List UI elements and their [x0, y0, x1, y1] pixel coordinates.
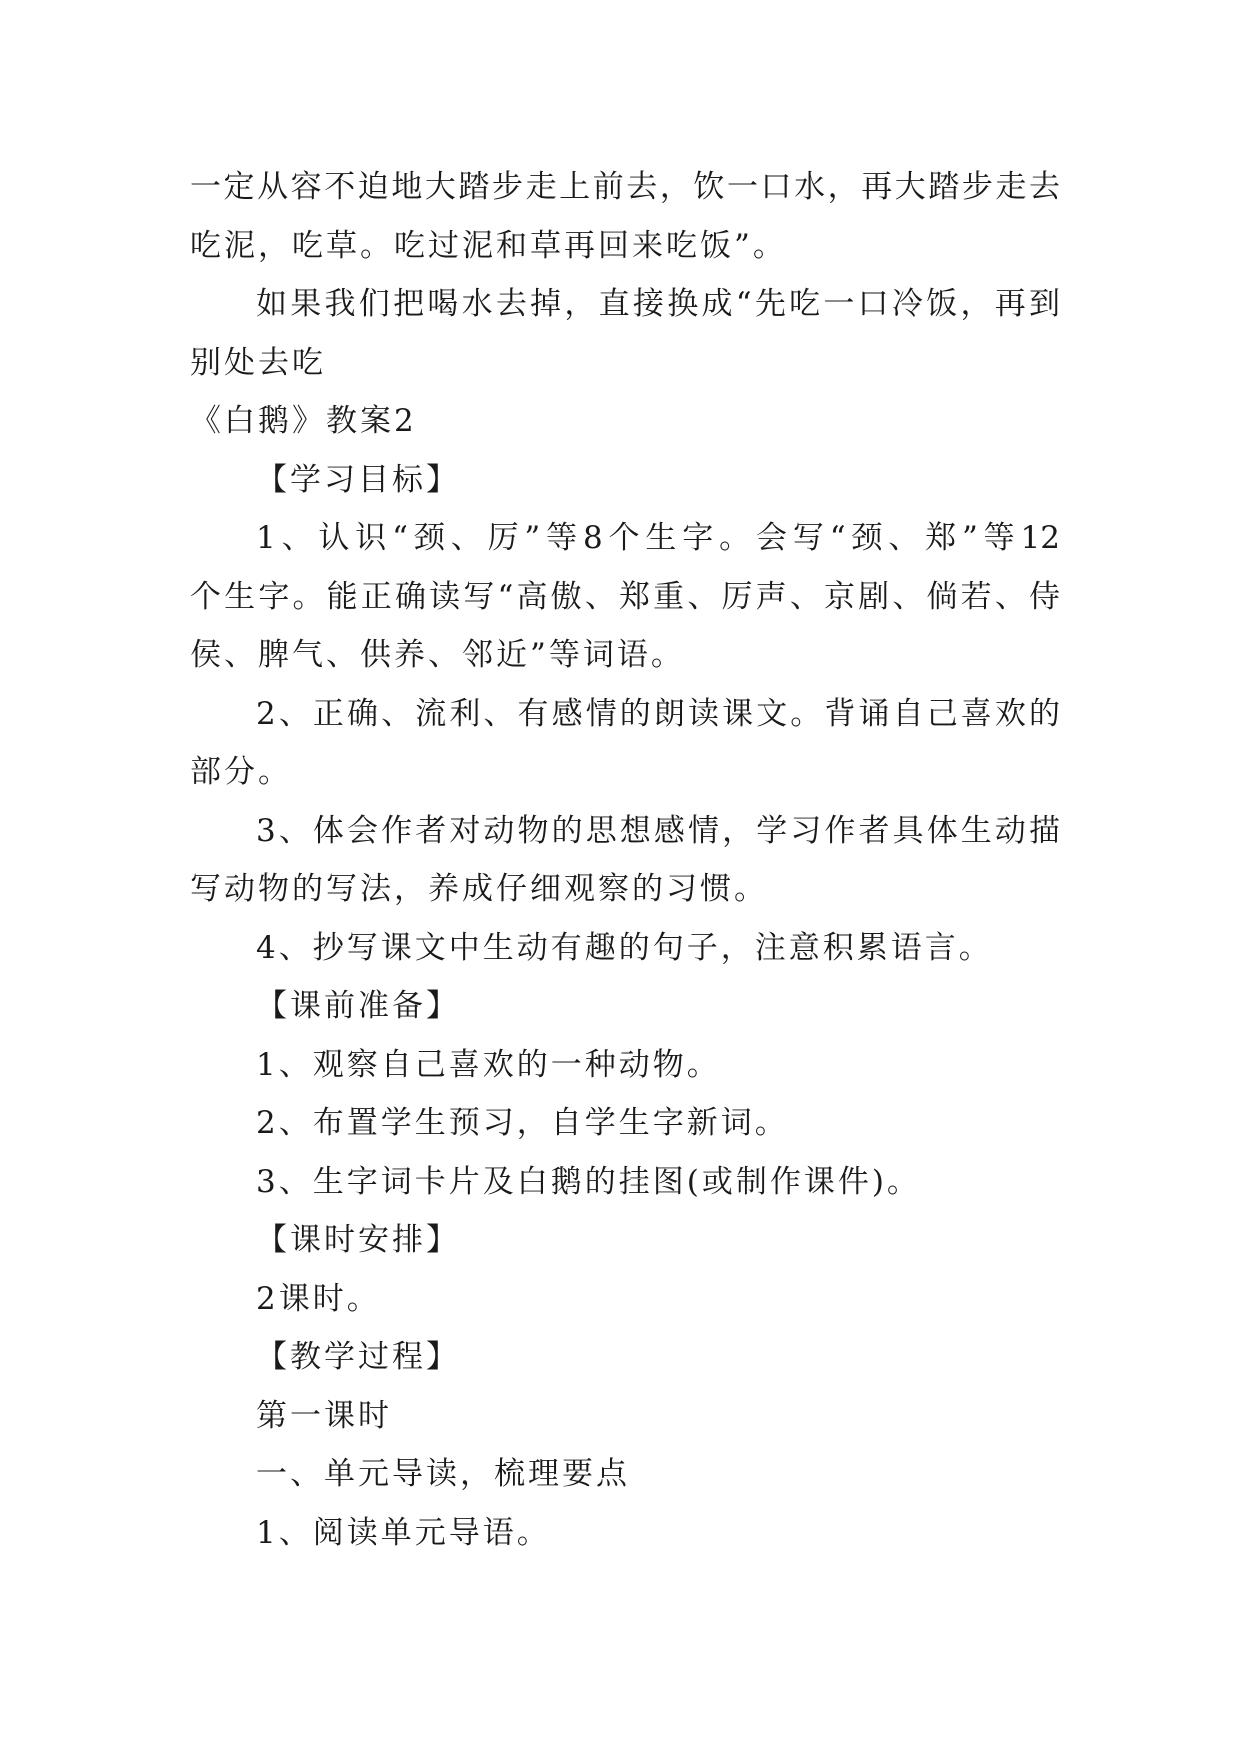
text-line: 2课时。 — [256, 1280, 381, 1317]
text-line: 个生字。能正确读写“高傲、郑重、厉声、京剧、倘若、侍 — [190, 578, 1060, 615]
text-line: 别处去吃 — [190, 344, 326, 381]
text-line: 一定从容不迫地大踏步走上前去，饮一口水，再大踏步走去 — [190, 169, 1060, 205]
section-heading: 【学习目标】 — [256, 461, 460, 498]
text-line: 3、生字词卡片及白鹅的挂图(或制作课件)。 — [256, 1163, 921, 1200]
text-line: 侯、脾气、供养、邻近”等词语。 — [190, 637, 685, 673]
text-line: 3、体会作者对动物的思想感情，学习作者具体生动描 — [256, 812, 1060, 849]
text-line: 4、抄写课文中生动有趣的句子，注意积累语言。 — [256, 929, 993, 966]
section-heading: 【教学过程】 — [256, 1339, 460, 1375]
text-line: 一、单元导读，梳理要点 — [256, 1456, 630, 1492]
section-title: 《白鹅》教案2 — [190, 403, 417, 439]
document-body — [190, 158, 1060, 1562]
text-line: 写动物的写法，养成仔细观察的习惯。 — [190, 871, 768, 907]
subsection-title: 第一课时 — [256, 1397, 392, 1434]
text-line: 2、布置学生预习，自学生字新词。 — [256, 1105, 789, 1141]
section-heading: 【课前准备】 — [256, 988, 460, 1024]
text-line: 1、阅读单元导语。 — [256, 1514, 551, 1551]
text-line: 部分。 — [190, 754, 292, 790]
text-line: 如果我们把喝水去掉，直接换成“先吃一口冷饭，再到 — [256, 286, 1060, 322]
text-line: 2、正确、流利、有感情的朗读课文。背诵自己喜欢的 — [256, 695, 1060, 732]
text-line: 吃泥，吃草。吃过泥和草再回来吃饭”。 — [190, 227, 787, 264]
text-line: 1、认识“颈、厉”等8个生字。会写“颈、郑”等12 — [256, 520, 1060, 556]
text-line: 1、观察自己喜欢的一种动物。 — [256, 1046, 721, 1083]
section-heading: 【课时安排】 — [256, 1222, 460, 1258]
